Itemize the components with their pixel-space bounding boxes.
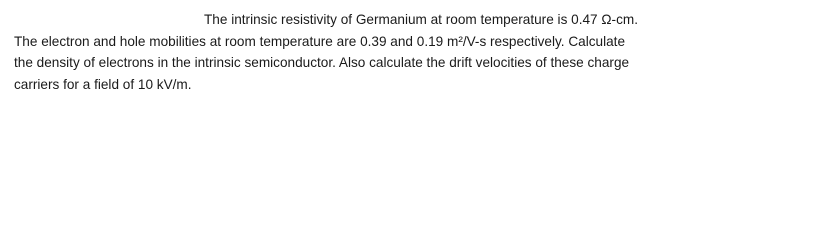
problem-line-1: The intrinsic resistivity of Germanium at room temperature is 0.47 Ω-cm.	[204, 12, 638, 27]
problem-line-2: The electron and hole mobilities at room temperature are 0.39 and 0.19 m²/V-s respectively. Calculate	[14, 33, 626, 49]
problem-statement	[14, 9, 804, 95]
problem-line-4: carriers for a field of 10 kV/m.	[14, 76, 192, 92]
problem-line-3: the density of electrons in the intrinsic semiconductor. Also calculate the drift velocities of these charge	[14, 55, 630, 70]
